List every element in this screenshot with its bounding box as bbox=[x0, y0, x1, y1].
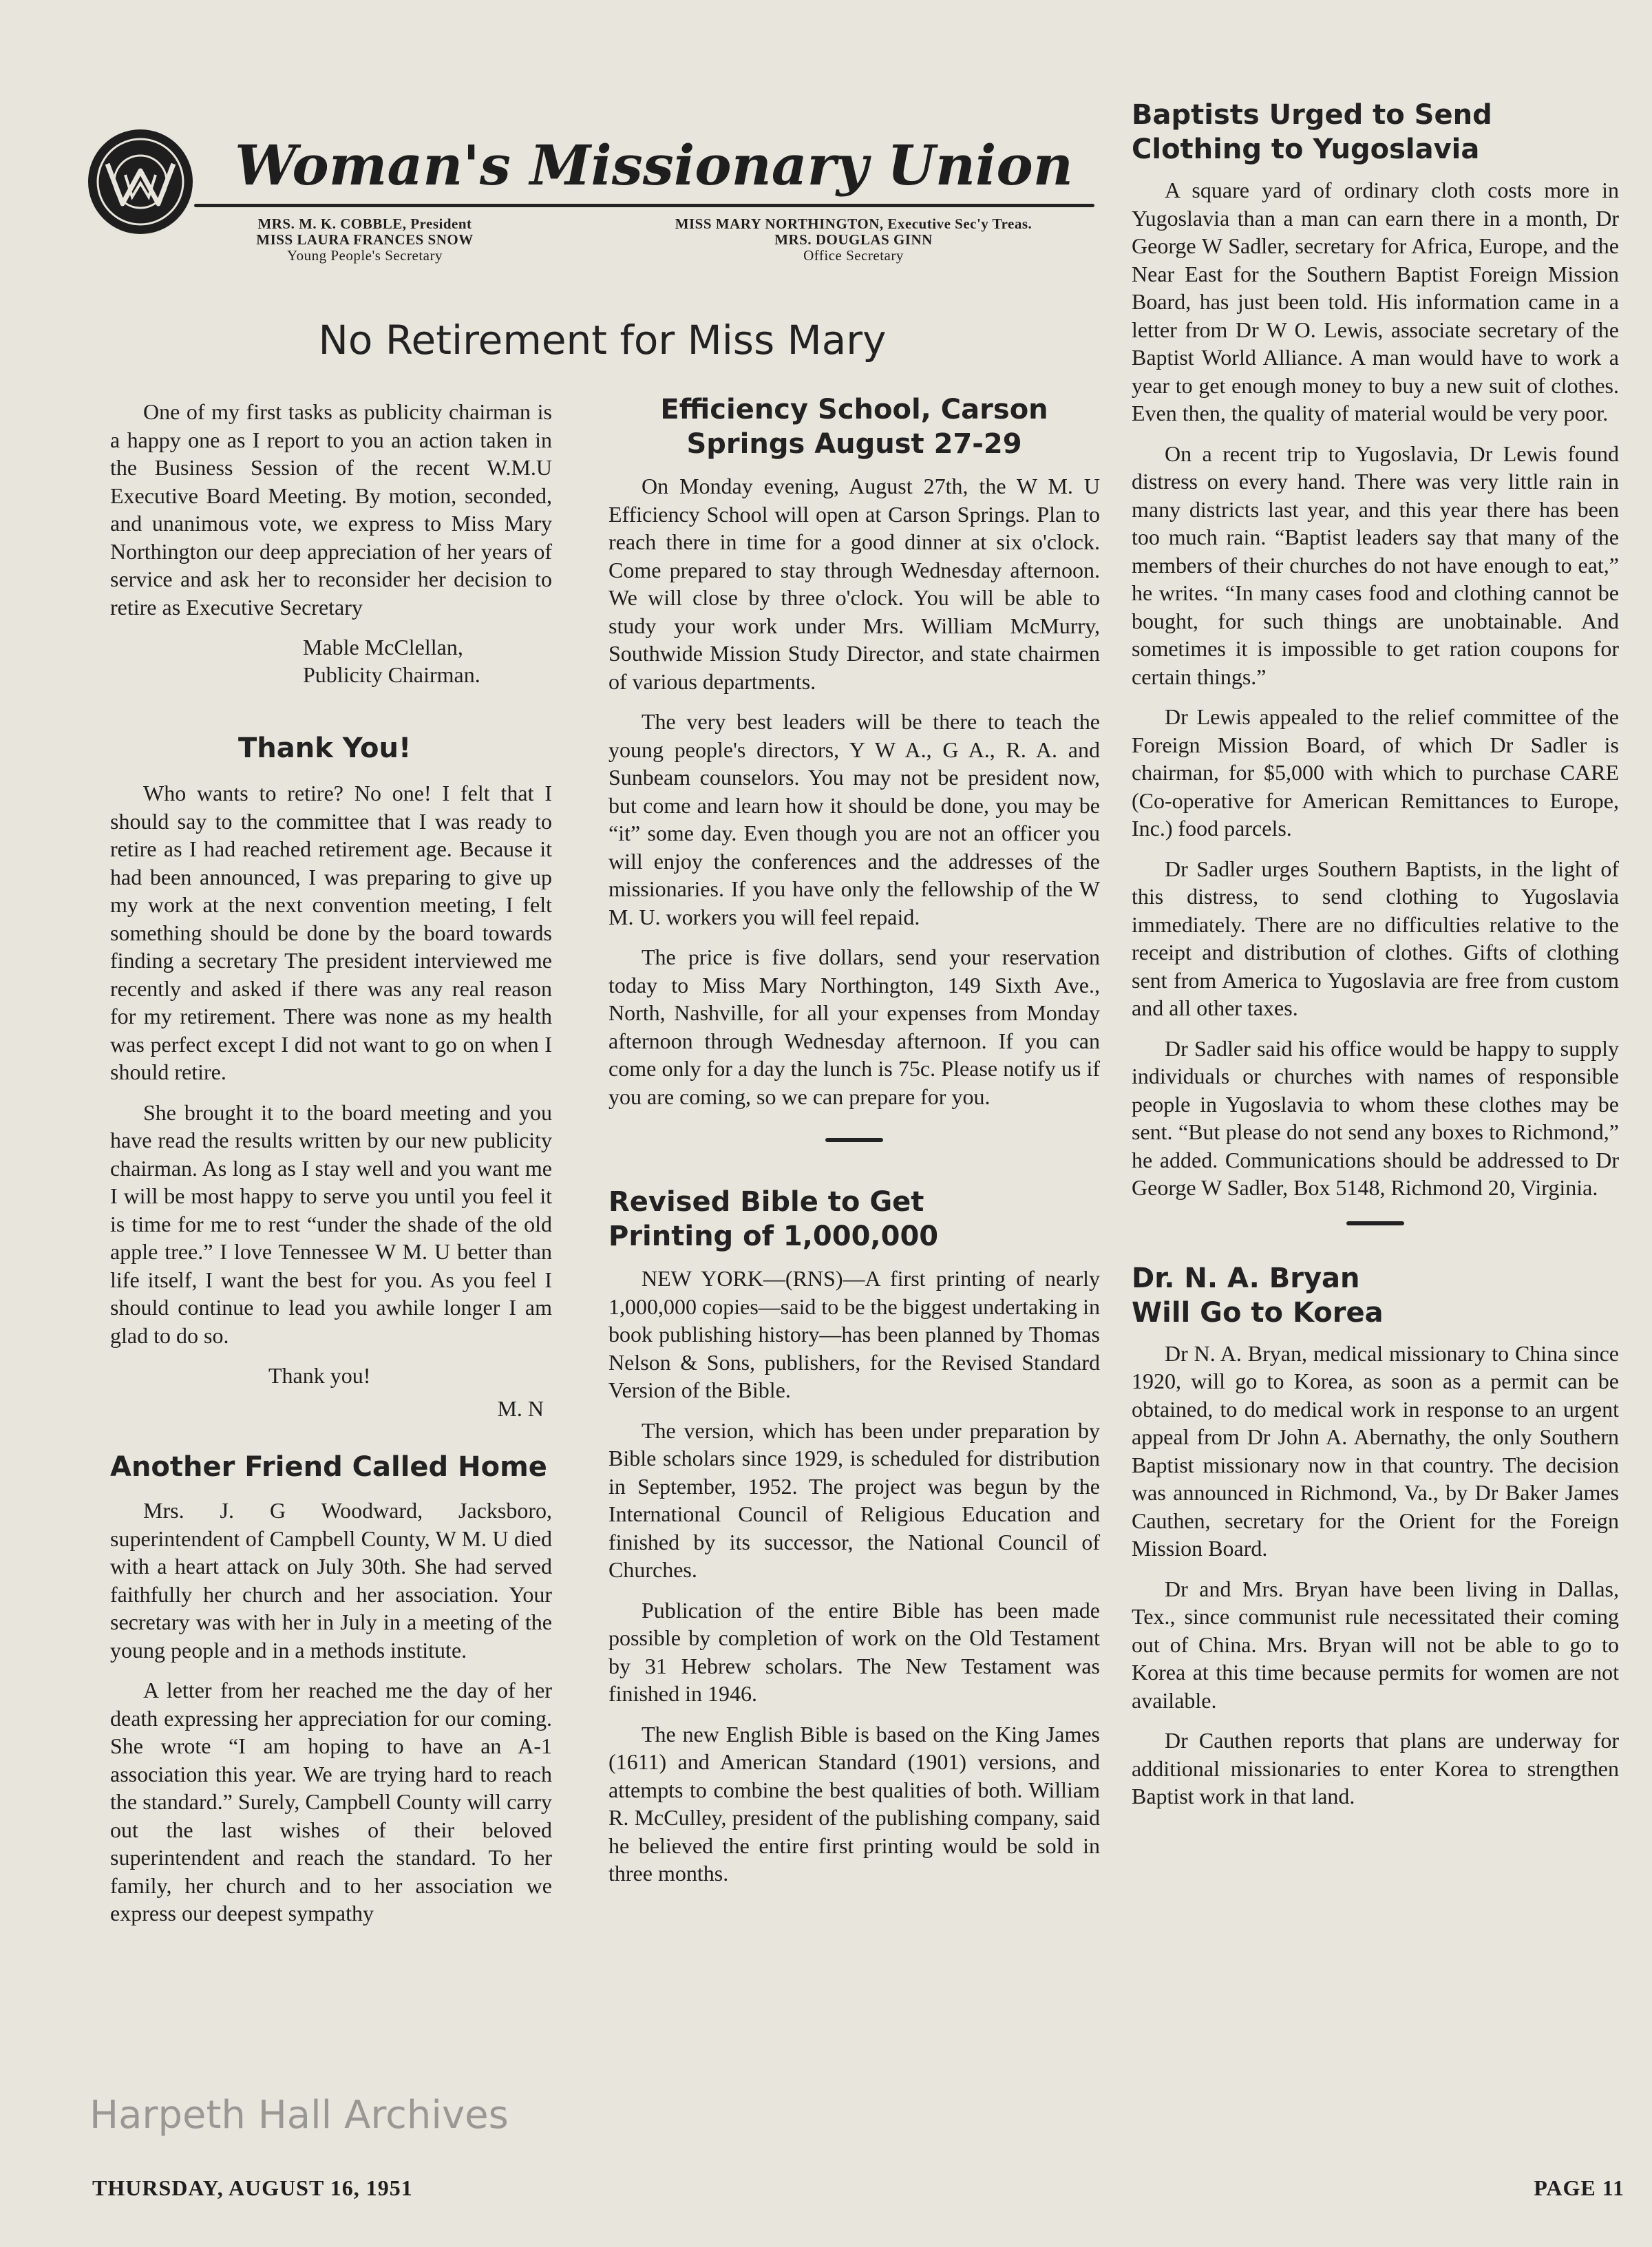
thank-you-article bbox=[110, 779, 552, 1422]
yugoslavia-paragraph: A square yard of ordinary cloth costs more in Yugoslavia than a man can earn there in a month, Dr George W Sadler, secretary for Africa, Europe, and the Near East for the Southern Baptist Foreign Mission Board, has just been told. His information came in a letter from Dr W O. Lewis, associate secretary of the Baptist World Alliance. A man would have to work a year to get enough money to buy a new suit of clothes. Even then, the quality of material would be very poor. bbox=[1132, 178, 1619, 425]
efficiency-paragraph: The very best leaders will be there to teach the young people's directors, Y W A., G A., R. A. and Sunbeam counselors. You may not be president now, but come and learn how it should be done, you may be “it” some day. Even though you are not an officer you will enjoy the conferences and the addresses of the missionaries. If you have only the fellowship of the W M. U. workers you will feel repaid. bbox=[608, 709, 1100, 929]
wmu-logo bbox=[87, 128, 194, 235]
bryan-paragraph: Dr N. A. Bryan, medical missionary to China since 1920, will go to Korea, as soon as a permit can be obtained, to do medical work in response to an urgent appeal from Dr John A. Abernathy, the only Southern Baptist missionary now in that country. The decision was announced in Richmond, Va., by Dr Baker James Cauthen, secretary for the Orient for the Foreign Mission Board. bbox=[1132, 1340, 1619, 1561]
masthead-rule bbox=[194, 204, 1094, 207]
column-left bbox=[110, 398, 552, 1940]
bryan-heading-line1: Dr. N. A. Bryan bbox=[1132, 1262, 1360, 1294]
footer-date: THURSDAY, AUGUST 16, 1951 bbox=[92, 2175, 413, 2200]
retirement-signature-title: Publicity Chairman. bbox=[303, 662, 480, 687]
yugoslavia-paragraph: Dr Sadler said his office would be happy to supply individuals or churches with names of responsible people in Yugoslavia to whom these clothes may be sent. “But please do not send any boxes to Richmond,” he added. Communications should be addressed to Dr George W Sadler, Box 5148, Richmond 20, Virginia. bbox=[1132, 1035, 1619, 1200]
friend-paragraph: Mrs. J. G Woodward, Jacksboro, superintendent of Campbell County, W M. U died with a heart attack on July 30th. She had served faithfully her church and her association. Your secretary was with her in July in a meeting of the young people and in a methods institute. bbox=[110, 1498, 552, 1663]
efficiency-heading-line1: Efficiency School, Carson bbox=[660, 394, 1048, 425]
officer-president: MRS. M. K. COBBLE, President bbox=[257, 215, 472, 232]
bible-heading-line2: Printing of 1,000,000 bbox=[608, 1221, 939, 1252]
bible-paragraph: NEW YORK—(RNS)—A first printing of nearly 1,000,000 copies—said to be the biggest undertaking in book publishing history—has been planned by Thomas Nelson & Sons, publishers, for the Revised Standard Version of the Bible. bbox=[608, 1266, 1100, 1402]
thank-you-initials: M. N bbox=[497, 1396, 544, 1421]
yugoslavia-heading-line2: Clothing to Yugoslavia bbox=[1132, 134, 1480, 165]
officers-left bbox=[206, 216, 523, 264]
yugoslavia-paragraph: Dr Sadler urges Southern Baptists, in the light of this distress, to send clothing to Yugoslavia immediately. There are no difficulties relative to the receipt and distribution of clothes. Gifts of clothing sent from America to Yugoslavia are free from custom and all other taxes. bbox=[1132, 856, 1619, 1020]
column-middle bbox=[608, 392, 1100, 1900]
officer-office-secretary-name: MRS. DOUGLAS GINN bbox=[774, 231, 933, 248]
efficiency-paragraph: The price is five dollars, send your reservation today to Miss Mary Northington, 149 Sixth Ave., North, Nashville, for all your expenses from Monday afternoon through Wednesday afternoon. If you can come only for a day the lunch is 75c. Please notify us if you are coming, so we can prepare for you. bbox=[608, 945, 1100, 1109]
friend-heading: Another Friend Called Home bbox=[110, 1451, 547, 1483]
bryan-heading-line2: Will Go to Korea bbox=[1132, 1296, 1384, 1329]
section-divider bbox=[1346, 1221, 1404, 1225]
masthead-title: Woman's Missionary Union bbox=[235, 133, 1073, 198]
retirement-signature-name: Mable McClellan, bbox=[303, 635, 463, 660]
thank-you-paragraph: Who wants to retire? No one! I felt that I should say to the committee that I was ready to retire as I had reached retirement age. Because it had been announced, I was preparing to give up my work at the next convention meeting, I felt something should be done by the board towards finding a secretary The president interviewed me recently and asked if there was any real reason for my retirement. There was none as my health was perfect except I did not want to go on when I should retire. bbox=[110, 781, 552, 1084]
bible-paragraph: The new English Bible is based on the King James (1611) and American Standard (1901) versions, and attempts to combine the best qualities of both. William R. McCulley, president of the publishing company, said he believed the entire first printing would be sold in three months. bbox=[608, 1721, 1100, 1886]
officer-yp-secretary-name: MISS LAURA FRANCES SNOW bbox=[256, 231, 474, 248]
archive-watermark: Harpeth Hall Archives bbox=[89, 2093, 509, 2138]
yugoslavia-paragraph: On a recent trip to Yugoslavia, Dr Lewis found distress on every hand. There was very little rain in many districts last year, and this year there has been too much rain. “Baptist leaders say that many of the members of their churches do not have enough to eat,” he writes. “In many cases food and clothing cannot be bought, for such things are unobtainable. And sometimes it is impossible to get ration coupons for certain things.” bbox=[1132, 441, 1619, 689]
officer-yp-secretary-title: Young People's Secretary bbox=[287, 247, 443, 264]
friend-paragraph: A letter from her reached me the day of her death expressing her appreciation for our coming. She wrote “I am hoping to have an A-1 association this year. We are trying hard to reach the standard.” Surely, Campbell County will carry out the last wishes of their beloved superintendent and reach the standard. To her family, her church and to her association we express our deepest sympathy bbox=[110, 1678, 552, 1926]
efficiency-article bbox=[608, 472, 1100, 1110]
efficiency-paragraph: On Monday evening, August 27th, the W M. U Efficiency School will open at Carson Springs. Plan to reach there in time for a good dinner at six o'clock. Come prepared to stay through Wednesday afternoon. We will close by three o'clock. You will be able to study your work under Mrs. William McMurry, Southwide Mission Study Director, and state chairmen of various departments. bbox=[608, 474, 1100, 694]
bible-paragraph: The version, which has been under preparation by Bible scholars since 1929, is scheduled for distribution in September, 1952. The project was begun by the International Council of Religious Education and finished by its successor, the National Council of Churches. bbox=[608, 1417, 1100, 1582]
officer-executive-secretary: MISS MARY NORTHINGTON, Executive Sec'y Treas. bbox=[675, 215, 1032, 232]
section-divider bbox=[825, 1138, 883, 1142]
yugoslavia-heading-line1: Baptists Urged to Send bbox=[1132, 99, 1492, 131]
officers-right bbox=[606, 216, 1101, 264]
wmu-seal-icon bbox=[87, 128, 194, 235]
efficiency-heading-line2: Springs August 27-29 bbox=[686, 428, 1022, 460]
friend-article bbox=[110, 1497, 552, 1928]
lead-headline: No Retirement for Miss Mary bbox=[318, 317, 887, 363]
bible-heading-line1: Revised Bible to Get bbox=[608, 1186, 924, 1218]
bryan-paragraph: Dr Cauthen reports that plans are underway for additional missionaries to enter Korea to strengthen Baptist work in that land. bbox=[1132, 1728, 1619, 1808]
retirement-paragraph: One of my first tasks as publicity chairman is a happy one as I report to you an action taken in the Business Session of the recent W.M.U Executive Board Meeting. By motion, seconded, and unanimous vote, we express to Miss Mary Northington our deep appreciation of her years of service and ask her to reconsider her decision to retire as Executive Secretary bbox=[110, 399, 552, 620]
thank-you-heading: Thank You! bbox=[238, 732, 412, 764]
yugoslavia-article bbox=[1132, 176, 1619, 1202]
officer-office-secretary-title: Office Secretary bbox=[803, 247, 904, 264]
bible-paragraph: Publication of the entire Bible has been made possible by completion of work on the Old Testament by 31 Hebrew scholars. The New Testament was finished in 1946. bbox=[608, 1597, 1100, 1706]
thank-you-closing: Thank you! bbox=[268, 1363, 371, 1388]
retirement-article bbox=[110, 398, 552, 688]
bryan-paragraph: Dr and Mrs. Bryan have been living in Dallas, Tex., since communist rule necessitated their coming out of China. Mrs. Bryan will not be able to go to Korea at this time because permits for women are not available. bbox=[1132, 1576, 1619, 1713]
bible-article bbox=[608, 1265, 1100, 1888]
bryan-article bbox=[1132, 1340, 1619, 1811]
thank-you-paragraph: She brought it to the board meeting and you have read the results written by our new publicity chairman. As long as I stay well and you want me I will be most happy to serve you until you feel it is time for me to rest “under the shade of the old apple tree.” I love Tennessee W M. U better than life itself, I want the best for you. As you feel I should continue to lead you awhile longer I am glad to do so. bbox=[110, 1099, 552, 1348]
yugoslavia-paragraph: Dr Lewis appealed to the relief committee of the Foreign Mission Board, of which Dr Sadler is chairman, for $5,000 with which to purchase CARE (Co-operative for American Remittances to Europe, Inc.) food parcels. bbox=[1132, 704, 1619, 841]
column-right bbox=[1132, 98, 1619, 1823]
footer-page-number: PAGE 11 bbox=[1534, 2175, 1624, 2200]
